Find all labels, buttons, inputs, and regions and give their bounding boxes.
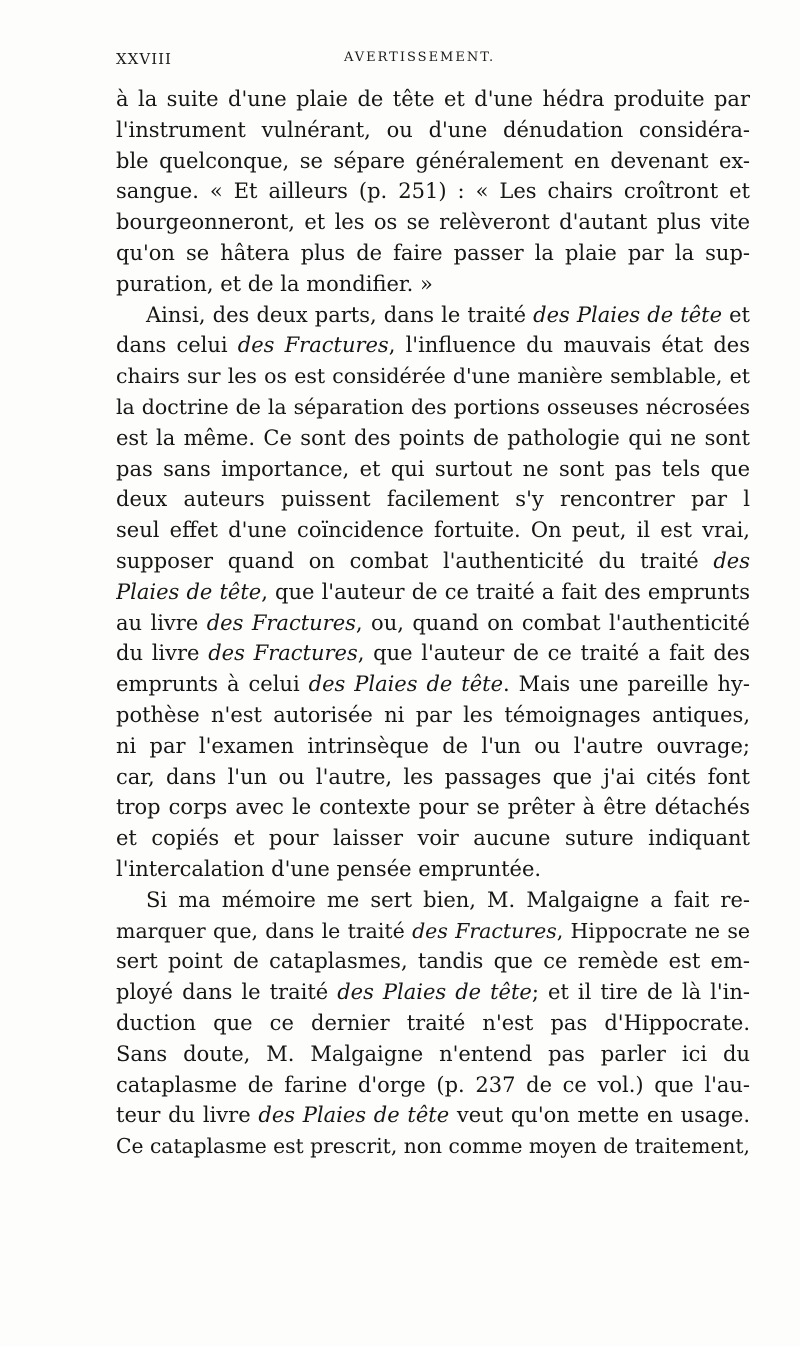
- text-segment: bourgeonneront, et les os se relèveront d'autant plus vite: [116, 210, 750, 235]
- text-line: [116, 330, 750, 361]
- text-line: [116, 731, 750, 762]
- text-segment: marquer que, dans le traité: [116, 918, 413, 943]
- text-line: [116, 946, 750, 977]
- text-line: [116, 361, 750, 392]
- text-segment: , ou, quand on combat l'authenticité: [355, 610, 750, 635]
- italic-title: des Fractures: [412, 918, 557, 943]
- text-line: [116, 1131, 750, 1162]
- text-line: [116, 176, 750, 207]
- text-segment: sangue. « Et ailleurs (p. 251) : « Les chairs croîtront et: [116, 179, 750, 204]
- text-line: [116, 854, 750, 885]
- running-title: AVERTISSEMENT.: [344, 50, 496, 65]
- page-number: XXVIII: [116, 50, 172, 68]
- text-line: [116, 207, 750, 238]
- text-line: [116, 300, 750, 331]
- text-line: [116, 392, 750, 423]
- text-line: [116, 1039, 750, 1070]
- text-segment: deux auteurs puissent facilement s'y rencontrer par l: [116, 487, 750, 512]
- text-segment: Si ma mémoire me sert bien, M. Malgaigne a fait re-: [146, 887, 750, 912]
- text-segment: l'intercalation d'une pensée empruntée.: [116, 856, 542, 881]
- italic-title: des Fractures: [206, 610, 356, 635]
- text-segment: du livre: [116, 641, 209, 666]
- text-line: [116, 608, 750, 639]
- text-segment: cataplasme de farine d'orge (p. 237 de ce vol.) que l'au-: [116, 1072, 750, 1097]
- text-segment: Sans doute, M. Malgaigne n'entend pas parler ici du: [116, 1041, 750, 1066]
- text-segment: sert point de cataplasmes, tandis que ce remède est em-: [116, 949, 750, 974]
- text-segment: dans celui: [116, 333, 238, 358]
- italic-title: des Fractures: [237, 333, 389, 358]
- text-segment: , Hippocrate ne se: [556, 918, 750, 943]
- text-line: [116, 515, 750, 546]
- text-line: [116, 1100, 750, 1131]
- text-segment: trop corps avec le contexte pour se prêter à être détachés: [116, 795, 750, 820]
- text-line: [116, 546, 750, 577]
- text-segment: la doctrine de la séparation des portions osseuses nécrosées: [116, 394, 750, 419]
- text-line: [116, 885, 750, 916]
- text-segment: pothèse n'est autorisée ni par les témoignages antiques,: [116, 702, 750, 727]
- text-segment: . Mais une pareille hy-: [503, 672, 750, 697]
- text-line: [116, 423, 750, 454]
- text-segment: est la même. Ce sont des points de pathologie qui ne sont: [116, 425, 750, 450]
- text-segment: Ce cataplasme est prescrit, non comme moyen de traitement,: [116, 1134, 750, 1159]
- text-line: [116, 669, 750, 700]
- text-line: [116, 484, 750, 515]
- text-segment: Ainsi, des deux parts, dans le traité: [146, 302, 534, 327]
- text-segment: pas sans importance, et qui surtout ne sont pas tels que: [116, 456, 750, 481]
- text-line: [116, 977, 750, 1008]
- italic-title: Plaies de tête: [116, 579, 262, 604]
- text-segment: à la suite d'une plaie de tête et d'une hédra produite par: [116, 87, 750, 111]
- text-line: [116, 823, 750, 854]
- text-segment: ni par l'examen intrinsèque de l'un ou l'autre ouvrage;: [116, 733, 750, 758]
- italic-title: des: [713, 548, 750, 573]
- text-segment: duction que ce dernier traité n'est pas d'Hippocrate.: [116, 1010, 750, 1035]
- text-segment: au livre: [116, 610, 207, 635]
- text-segment: ble quelconque, se sépare généralement en devenant ex-: [116, 148, 750, 173]
- text-segment: , que l'auteur de ce traité a fait des: [357, 641, 750, 666]
- italic-title: des Plaies de tête: [308, 672, 504, 697]
- text-line: [116, 1008, 750, 1039]
- text-segment: veut qu'on mette en usage.: [449, 1103, 750, 1128]
- text-line: [116, 454, 750, 485]
- text-segment: supposer quand on combat l'authenticité du traité: [116, 548, 714, 573]
- text-segment: , l'influence du mauvais état des: [388, 333, 750, 358]
- italic-title: des Plaies de tête: [258, 1103, 450, 1128]
- text-segment: puration, et de la mondifier. »: [116, 271, 433, 296]
- text-segment: qu'on se hâtera plus de faire passer la plaie par la sup-: [116, 240, 750, 265]
- text-line: [116, 762, 750, 793]
- text-line: [116, 84, 750, 115]
- text-line: [116, 146, 750, 177]
- text-line: [116, 638, 750, 669]
- text-line: [116, 269, 750, 300]
- text-segment: , que l'auteur de ce traité a fait des emprunts: [261, 579, 750, 604]
- italic-title: des Plaies de tête: [533, 302, 722, 327]
- text-segment: chairs sur les os est considérée d'une manière semblable, et: [116, 364, 750, 389]
- text-segment: car, dans l'un ou l'autre, les passages que j'ai cités font: [116, 764, 750, 789]
- text-line: [116, 577, 750, 608]
- text-line: [116, 1070, 750, 1101]
- text-line: [116, 115, 750, 146]
- text-segment: ; et il tire de là l'in-: [531, 980, 750, 1005]
- text-line: [116, 700, 750, 731]
- text-segment: l'instrument vulnérant, ou d'une dénudation considéra-: [116, 117, 750, 142]
- text-segment: teur du livre: [116, 1103, 259, 1128]
- text-line: [116, 916, 750, 947]
- body-text: [116, 84, 750, 1162]
- italic-title: des Plaies de tête: [337, 980, 532, 1005]
- text-segment: emprunts à celui: [116, 672, 309, 697]
- running-head: [116, 50, 748, 72]
- text-segment: et copiés et pour laisser voir aucune suture indiquant: [116, 826, 750, 851]
- italic-title: des Fractures: [208, 641, 358, 666]
- text-line: [116, 238, 750, 269]
- text-segment: seul effet d'une coïncidence fortuite. On peut, il est vrai,: [116, 518, 750, 543]
- text-segment: et: [722, 302, 750, 327]
- text-segment: ployé dans le traité: [116, 980, 338, 1005]
- text-line: [116, 792, 750, 823]
